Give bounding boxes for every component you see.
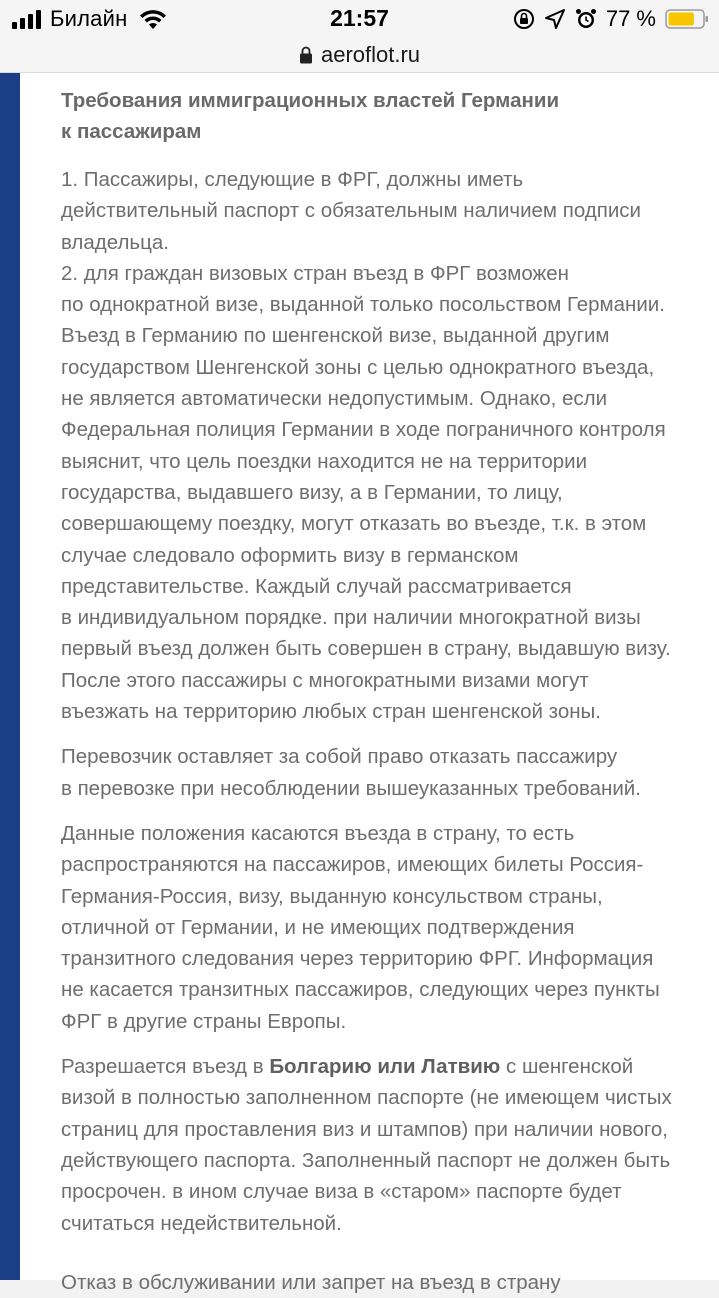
text-line: совершающему поездку, могут отказать во въезде, т.к. в этом — [61, 512, 647, 536]
text-line: не касается транзитных пассажиров, следующих через пункты — [61, 978, 660, 1002]
page-content — [0, 73, 719, 1294]
text-line: первый въезд должен быть совершен в страну, выдавшую визу. — [61, 637, 671, 661]
status-right — [513, 6, 709, 32]
paragraph-requirements — [61, 164, 701, 727]
text-line: государства, выдавшего визу, а в Германии, то лицу, — [61, 480, 563, 504]
battery-icon — [665, 8, 709, 30]
article — [61, 73, 701, 1239]
alarm-icon — [575, 8, 597, 30]
text-line: владельца. — [61, 230, 169, 254]
text-line: не является автоматически недопустимым. Однако, если — [61, 387, 608, 411]
text-line: распространяются на пассажиров, имеющих билеты Россия- — [61, 853, 644, 877]
address-bar[interactable] — [0, 38, 719, 73]
text-line: государством Шенгенской зоны с целью однократного въезда, — [61, 355, 655, 379]
paragraph-carrier-right — [61, 741, 701, 804]
text-line: представительстве. Каждый случай рассматривается — [61, 574, 572, 598]
text-line: действительный паспорт с обязательным наличием подписи — [61, 199, 641, 223]
text-line: Федеральная полиция Германии в ходе пограничного контроля — [61, 418, 666, 442]
heading-line-2: к пассажирам — [61, 120, 202, 143]
text-line: Германия-Россия, визу, выданную консульством страны, — [61, 884, 603, 908]
text-line: Разрешается въезд в Болгарию или Латвию с шенгенской — [61, 1055, 634, 1079]
paragraph-bulgaria-latvia — [61, 1051, 701, 1239]
rotation-lock-icon — [513, 8, 535, 30]
bold-countries: Болгарию или Латвию — [269, 1055, 501, 1079]
text-line: транзитного следования через территорию ФРГ. Информация — [61, 947, 654, 971]
text-line: визой в полностью заполненном паспорте (не имеющем чистых — [61, 1086, 672, 1110]
text-line: После этого пассажиры с многократными визами могут — [61, 668, 589, 692]
text-line: 1. Пассажиры, следующие в ФРГ, должны иметь — [61, 168, 524, 191]
text-line: в перевозке при несоблюдении вышеуказанных требований. — [61, 776, 641, 800]
cut-off-line: Отказ в обслуживании или запрет на въезд в страну — [61, 1271, 561, 1294]
text-line: Перевозчик оставляет за собой право отказать пассажиру — [61, 745, 618, 769]
accent-stripe — [0, 73, 20, 1280]
text-line: просрочен. в ином случае виза в «старом» паспорте будет — [61, 1180, 622, 1204]
text-line: Въезд в Германию по шенгенской визе, выданной другим — [61, 324, 610, 348]
carrier-name: Билайн — [50, 6, 128, 31]
text-line: случае следовало оформить визу в германском — [61, 543, 519, 567]
lock-icon — [299, 46, 313, 64]
text-line: по однократной визе, выданной только посольством Германии. — [61, 293, 665, 317]
text-line: считаться недействительной. — [61, 1211, 342, 1235]
paragraph-provisions — [61, 818, 701, 1037]
status-time: 21:57 — [330, 5, 389, 31]
heading-line-1: Требования иммиграционных властей Германии — [61, 89, 560, 112]
url-text[interactable]: aeroflot.ru — [320, 42, 421, 67]
article-heading — [61, 85, 701, 147]
status-bar — [0, 0, 719, 40]
location-icon — [544, 8, 566, 30]
text-line: въезжать на территорию любых стран шенгенской зоны. — [61, 700, 601, 724]
text-line: 2. для граждан визовых стран въезд в ФРГ возможен — [61, 261, 569, 285]
text-line: страниц для проставления виз и штампов) при наличии нового, — [61, 1117, 669, 1141]
text-line: действующего паспорта. Заполненный паспорт не должен быть — [61, 1148, 671, 1172]
text-line: Данные положения касаются въезда в страну, то есть — [61, 821, 575, 845]
text-line: выяснит, что цель поездки находится не на территории — [61, 449, 588, 473]
text-line: ФРГ в другие страны Европы. — [61, 1009, 347, 1033]
text-line: отличной от Германии, и не имеющих подтверждения — [61, 915, 575, 939]
battery-percent: 77 % — [605, 6, 656, 31]
text-line: в индивидуальном порядке. при наличии многократной визы — [61, 606, 641, 630]
